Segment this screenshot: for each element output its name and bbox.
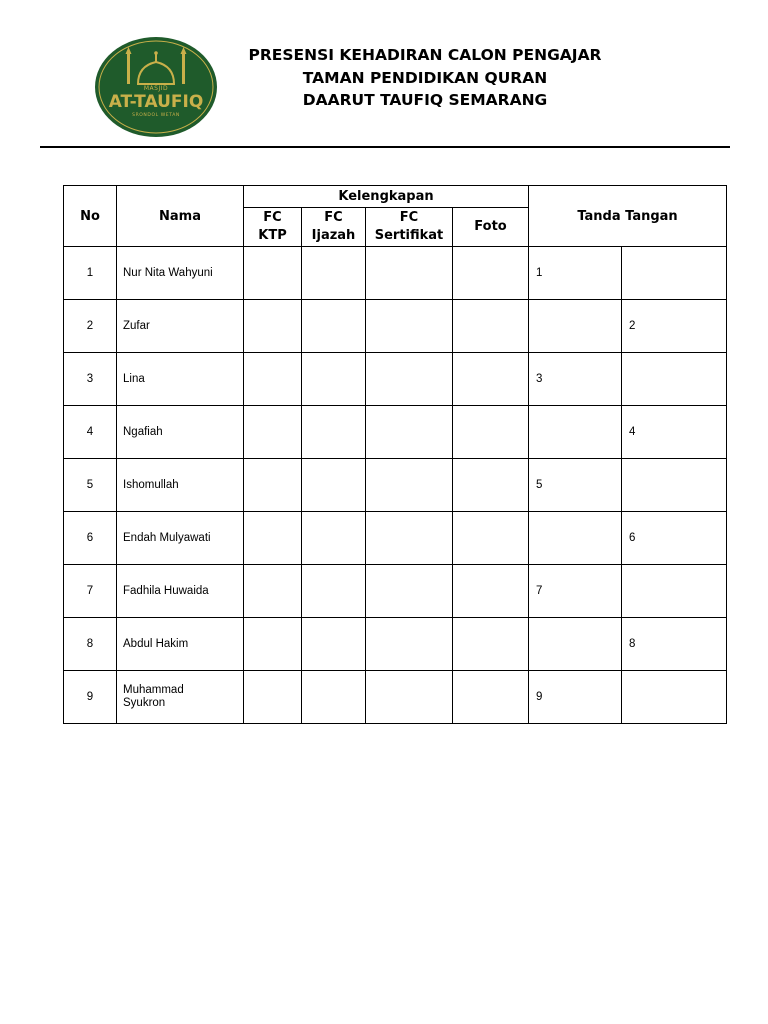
table-row [64, 247, 727, 300]
table-row [64, 671, 727, 724]
row-nama: Zufar [117, 300, 244, 353]
cell-fc-sertifikat [366, 353, 453, 406]
cell-fc-sertifikat [366, 565, 453, 618]
row-nama: Ngafiah [117, 406, 244, 459]
logo-bottom-text: SRONDOL WETAN [132, 113, 180, 118]
cell-fc-ktp [244, 247, 302, 300]
cell-foto [453, 671, 529, 724]
row-no: 2 [64, 300, 117, 353]
cell-fc-sertifikat [366, 618, 453, 671]
title-line-2: TAMAN PENDIDIKAN QURAN [302, 68, 548, 87]
cell-fc-ktp [244, 406, 302, 459]
cell-fc-ktp [244, 565, 302, 618]
signature-right [622, 247, 727, 300]
signature-right: 4 [622, 406, 727, 459]
title-line-1: PRESENSI KEHADIRAN CALON PENGAJAR [248, 46, 602, 64]
cell-fc-ktp [244, 671, 302, 724]
row-no: 8 [64, 618, 117, 671]
signature-right [622, 353, 727, 406]
header-tanda-tangan: Tanda Tangan [529, 186, 727, 247]
signature-left: 3 [529, 353, 622, 406]
cell-fc-sertifikat [366, 406, 453, 459]
row-no: 7 [64, 565, 117, 618]
title-line-3: DAARUT TAUFIQ SEMARANG [302, 91, 548, 109]
cell-foto [453, 353, 529, 406]
row-nama: Muhammad Syukron [117, 671, 244, 724]
header-fc-sertifikat: FC Sertifikat [366, 208, 453, 247]
row-nama: Nur Nita Wahyuni [117, 247, 244, 300]
row-nama: Endah Mulyawati [117, 512, 244, 565]
cell-fc-ktp [244, 618, 302, 671]
table-row [64, 618, 727, 671]
cell-fc-sertifikat [366, 459, 453, 512]
cell-fc-ijazah [302, 300, 366, 353]
cell-fc-ktp [244, 300, 302, 353]
signature-left [529, 300, 622, 353]
cell-foto [453, 565, 529, 618]
table-row [64, 565, 727, 618]
row-nama: Lina [117, 353, 244, 406]
signature-right: 2 [622, 300, 727, 353]
cell-foto [453, 247, 529, 300]
signature-right: 8 [622, 618, 727, 671]
row-nama: Fadhila Huwaida [117, 565, 244, 618]
cell-fc-ijazah [302, 671, 366, 724]
header-fc-ijazah: FC Ijazah [302, 208, 366, 247]
table-row [64, 459, 727, 512]
header-divider [40, 146, 730, 148]
table-row [64, 353, 727, 406]
cell-fc-ijazah [302, 459, 366, 512]
cell-foto [453, 300, 529, 353]
signature-left: 9 [529, 671, 622, 724]
signature-right [622, 565, 727, 618]
signature-left: 1 [529, 247, 622, 300]
signature-right: 6 [622, 512, 727, 565]
table-row [64, 406, 727, 459]
table-row [64, 512, 727, 565]
row-no: 9 [64, 671, 117, 724]
attendance-table [63, 185, 727, 724]
cell-fc-ktp [244, 353, 302, 406]
signature-right [622, 671, 727, 724]
cell-fc-ijazah [302, 618, 366, 671]
header-foto: Foto [453, 208, 529, 247]
cell-foto [453, 618, 529, 671]
row-nama: Abdul Hakim [117, 618, 244, 671]
logo-name-text: AT-TAUFIQ [108, 92, 204, 112]
cell-fc-ijazah [302, 247, 366, 300]
signature-left [529, 406, 622, 459]
signature-right [622, 459, 727, 512]
cell-fc-sertifikat [366, 512, 453, 565]
header-no: No [64, 186, 117, 247]
header-fc-ktp: FC KTP [244, 208, 302, 247]
cell-fc-ijazah [302, 512, 366, 565]
header-nama: Nama [117, 186, 244, 247]
cell-fc-ktp [244, 459, 302, 512]
row-no: 6 [64, 512, 117, 565]
row-no: 3 [64, 353, 117, 406]
logo-top-text: MASJID [143, 85, 169, 92]
row-nama: Ishomullah [117, 459, 244, 512]
cell-foto [453, 406, 529, 459]
header-row-1 [64, 186, 727, 208]
cell-fc-ijazah [302, 353, 366, 406]
cell-fc-ktp [244, 512, 302, 565]
table-row [64, 300, 727, 353]
row-no: 5 [64, 459, 117, 512]
cell-foto [453, 512, 529, 565]
cell-fc-sertifikat [366, 247, 453, 300]
row-no: 4 [64, 406, 117, 459]
row-no: 1 [64, 247, 117, 300]
cell-fc-sertifikat [366, 300, 453, 353]
signature-left [529, 618, 622, 671]
header-kelengkapan: Kelengkapan [244, 186, 529, 208]
signature-left: 7 [529, 565, 622, 618]
document-title [200, 44, 650, 112]
signature-left [529, 512, 622, 565]
cell-foto [453, 459, 529, 512]
signature-left: 5 [529, 459, 622, 512]
cell-fc-ijazah [302, 406, 366, 459]
cell-fc-sertifikat [366, 671, 453, 724]
cell-fc-ijazah [302, 565, 366, 618]
